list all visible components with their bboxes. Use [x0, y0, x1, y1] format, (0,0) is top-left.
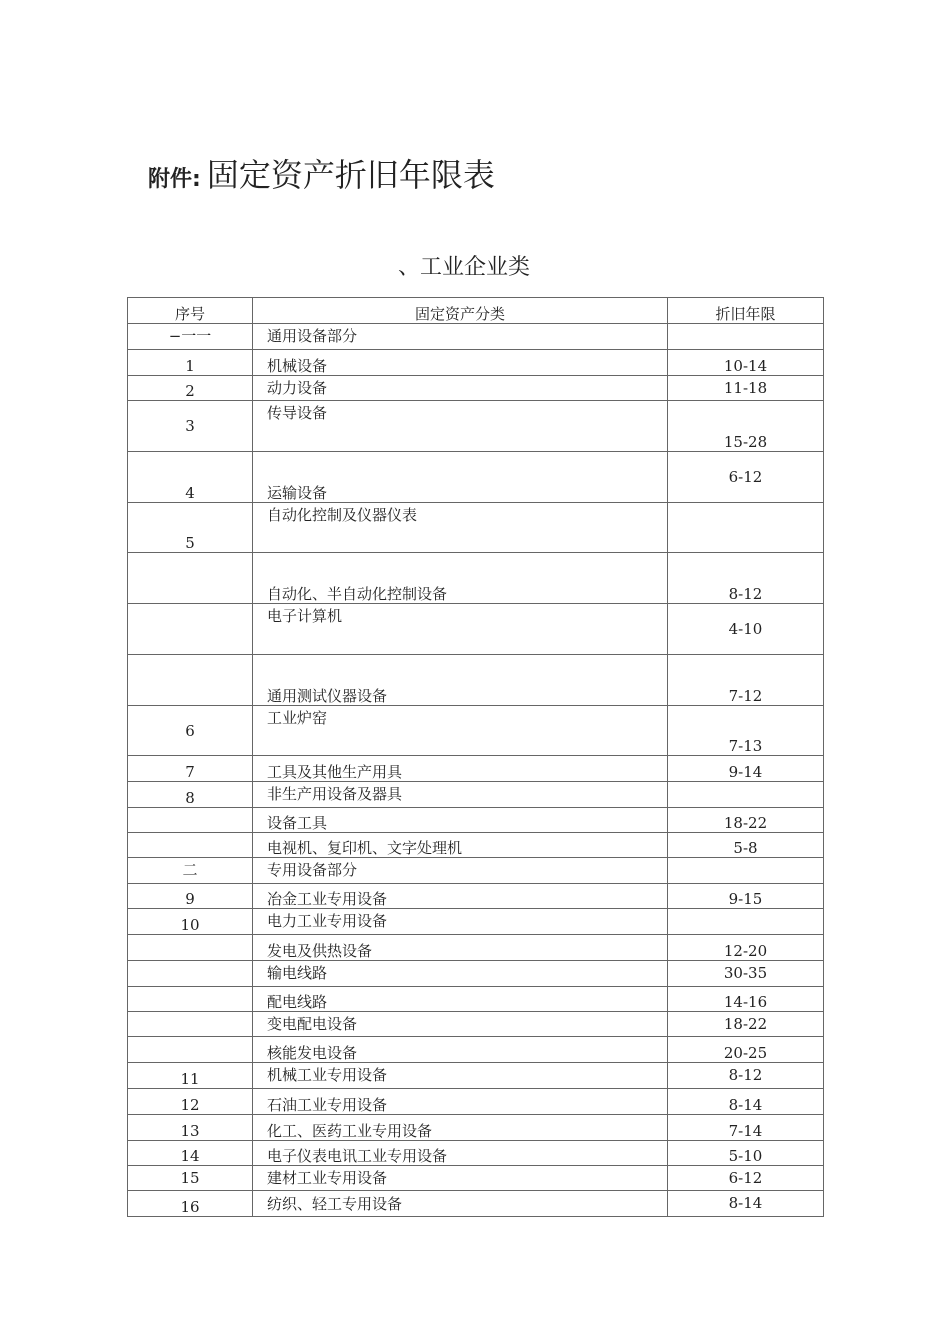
row-years: 12-20: [723, 942, 768, 960]
row-no: 2: [185, 382, 195, 400]
row-category: 工具及其他生产用具: [267, 763, 403, 781]
row-category: 非生产用设备及器具: [267, 785, 403, 803]
row-years: 8-12: [728, 1066, 763, 1084]
table-row: [128, 553, 824, 604]
table-row: [128, 961, 824, 987]
document-title: [148, 150, 495, 196]
row-category: 电子仪表电讯工业专用设备: [267, 1147, 448, 1165]
table-header-row: [128, 298, 824, 324]
row-years: 9-15: [728, 890, 763, 908]
table-row: [128, 655, 824, 706]
table-row: [128, 884, 824, 909]
table-row: [128, 858, 824, 884]
row-no: 9: [185, 890, 195, 908]
row-years: 8-14: [728, 1096, 763, 1114]
row-years: 30-35: [723, 964, 768, 982]
row-category: 自动化控制及仪器仪表: [267, 506, 418, 524]
table-row: [128, 401, 824, 452]
row-years: 8-12: [728, 585, 763, 603]
row-years: 11-18: [723, 379, 768, 397]
row-category: 自动化、半自动化控制设备: [267, 585, 448, 603]
table-row: [128, 909, 824, 935]
row-no: 5: [185, 534, 195, 552]
table-row: [128, 935, 824, 961]
row-years: 7-12: [728, 687, 763, 705]
table-row: [128, 324, 824, 350]
row-no: 14: [180, 1147, 200, 1165]
row-no: 二: [182, 861, 198, 879]
row-category: 冶金工业专用设备: [267, 890, 388, 908]
row-category: 运输设备: [267, 484, 328, 502]
table-row: [128, 1141, 824, 1166]
header-cell-no: 序号: [128, 298, 253, 324]
row-no: 8: [185, 789, 195, 807]
section-heading: 、工业企业类: [398, 255, 531, 280]
row-category: 电视机、复印机、文字处理机: [267, 839, 463, 857]
row-category: 工业炉窑: [267, 709, 328, 727]
table-row: [128, 1012, 824, 1037]
row-category: 机械设备: [267, 357, 328, 375]
table-row: [128, 987, 824, 1012]
row-category: 建材工业专用设备: [267, 1169, 388, 1187]
row-years: 5-8: [733, 839, 758, 857]
page-title: 固定资产折旧年限表: [206, 156, 495, 194]
row-category: 纺织、轻工专用设备: [267, 1194, 403, 1213]
row-no: 6: [185, 721, 195, 740]
row-category: 石油工业专用设备: [267, 1096, 388, 1114]
table-row: [128, 604, 824, 655]
row-years: 7-13: [728, 737, 763, 755]
header-cell-category: 固定资产分类: [253, 298, 668, 324]
row-no: 7: [185, 763, 195, 781]
row-category: 通用测试仪器设备: [267, 687, 388, 705]
row-years: 14-16: [723, 993, 768, 1011]
row-category: 化工、医药工业专用设备: [267, 1122, 433, 1140]
row-years: 5-10: [728, 1147, 763, 1165]
row-category: 变电配电设备: [267, 1015, 358, 1033]
row-no: 13: [180, 1122, 200, 1140]
row-no: 4: [185, 484, 195, 502]
table-row: [128, 1191, 824, 1217]
row-category: 专用设备部分: [267, 861, 358, 879]
table-row: [128, 350, 824, 376]
table-row: [128, 706, 824, 756]
depreciation-table: [127, 297, 824, 1217]
row-years: 8-14: [728, 1194, 763, 1212]
row-category: 通用设备部分: [267, 327, 358, 345]
table-row: [128, 1166, 824, 1191]
row-years: 4-10: [728, 620, 763, 638]
row-category: 动力设备: [267, 379, 328, 397]
row-years: 20-25: [723, 1044, 768, 1062]
row-no: −一一: [168, 327, 212, 345]
row-no: 1: [185, 357, 195, 375]
row-category: 输电线路: [267, 964, 328, 982]
table-row: [128, 756, 824, 782]
table-row: [128, 808, 824, 833]
table-row: [128, 376, 824, 401]
row-category: 发电及供热设备: [267, 942, 373, 960]
row-no: 3: [185, 417, 195, 435]
row-category: 电力工业专用设备: [267, 912, 388, 930]
table-row: [128, 1089, 824, 1115]
table-row: [128, 452, 824, 503]
row-years: 9-14: [728, 763, 763, 781]
table-row: [128, 503, 824, 553]
row-years: 7-14: [728, 1122, 763, 1140]
row-years: 15-28: [723, 433, 768, 451]
table-row: [128, 782, 824, 808]
row-years: 6-12: [728, 468, 763, 486]
row-years: 10-14: [723, 357, 768, 375]
row-years: 18-22: [723, 1015, 768, 1033]
row-no: 12: [180, 1096, 200, 1114]
row-no: 15: [180, 1169, 200, 1187]
row-years: 6-12: [728, 1169, 763, 1187]
row-no: 16: [180, 1198, 200, 1216]
attachment-prefix: 附件:: [148, 167, 201, 192]
table-row: [128, 1037, 824, 1063]
row-category: 传导设备: [267, 404, 328, 422]
row-category: 配电线路: [267, 993, 328, 1011]
row-category: 设备工具: [267, 814, 328, 832]
row-category: 核能发电设备: [267, 1044, 358, 1062]
row-no: 10: [180, 916, 200, 934]
table-row: [128, 1063, 824, 1089]
row-category: 机械工业专用设备: [267, 1066, 388, 1084]
table-row: [128, 1115, 824, 1141]
row-category: 电子计算机: [267, 607, 343, 625]
header-cell-years: 折旧年限: [668, 298, 824, 324]
row-years: 18-22: [723, 814, 768, 832]
row-no: 11: [180, 1070, 200, 1088]
table-row: [128, 833, 824, 858]
